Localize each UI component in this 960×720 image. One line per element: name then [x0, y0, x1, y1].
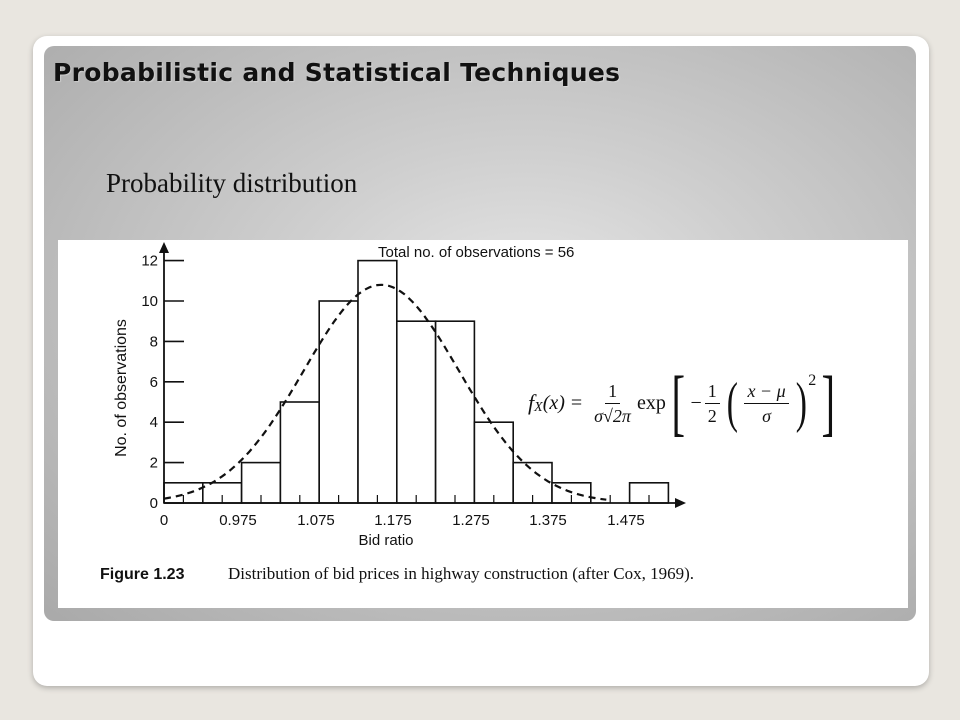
slide-subtitle: Probability distribution [106, 168, 358, 198]
y-axis-arrow [159, 242, 169, 253]
formula-half-denominator: 2 [707, 405, 717, 426]
formula-variable: (x) [542, 391, 565, 414]
figure-area [58, 240, 908, 608]
x-axis-arrow [675, 498, 686, 508]
formula-left-paren: ( [726, 372, 738, 434]
figure-label: Figure 1.23 [100, 566, 185, 583]
histogram-bar [319, 301, 358, 503]
y-tick-label: 0 [149, 495, 158, 512]
formula-minus: − [690, 391, 702, 414]
formula-exp: exp [636, 391, 666, 414]
histogram-bar [474, 422, 513, 503]
formula-left-bracket: [ [671, 362, 685, 444]
histogram-bar [397, 321, 436, 503]
formula-half-numerator: 1 [705, 379, 720, 404]
formula-coef-numerator: 1 [605, 379, 620, 404]
x-tick-label: 0 [159, 512, 169, 529]
formula-coef-denominator: σ√2π [594, 405, 631, 426]
y-tick-label: 2 [149, 454, 158, 472]
y-tick-label: 12 [141, 252, 158, 270]
formula-inner-fraction [744, 379, 788, 428]
formula-power: 2 [808, 372, 817, 389]
formula-inner-numerator: x − μ [744, 379, 788, 404]
formula-right-bracket: ] [821, 362, 836, 444]
x-tick-label: 0.975 [219, 512, 257, 529]
figure-caption [100, 564, 694, 584]
y-tick-label: 6 [149, 373, 158, 391]
x-tick-label: 1.075 [297, 512, 335, 529]
x-tick-label: 1.375 [529, 512, 567, 529]
y-axis-title: No. of observations [113, 319, 130, 457]
histogram-bar [280, 402, 319, 503]
x-axis-title: Bid ratio [358, 532, 414, 549]
observations-annotation: Total no. of observations = 56 [378, 244, 575, 261]
formula-inner-denominator: σ [762, 405, 771, 426]
x-tick-label: 1.475 [607, 512, 645, 529]
x-tick-label: 1.175 [374, 512, 412, 529]
formula-equals: = [570, 391, 583, 414]
histogram-bar [358, 261, 397, 503]
y-tick-label: 8 [149, 333, 158, 351]
formula-lhs: f [528, 390, 535, 415]
x-tick-label: 1.275 [452, 512, 490, 529]
histogram-bar [436, 321, 475, 503]
formula-coefficient [591, 379, 634, 428]
figure-caption-text: Distribution of bid prices in highway construction (after Cox, 1969). [228, 564, 694, 583]
normal-pdf-formula [528, 362, 841, 444]
formula-lhs-subscript: X [534, 400, 543, 415]
formula-half [705, 379, 720, 428]
y-tick-label: 10 [141, 293, 158, 310]
y-tick-label: 4 [149, 414, 158, 432]
formula-right-paren: ) [795, 372, 807, 434]
slide-title: Probabilistic and Statistical Techniques [53, 58, 621, 87]
